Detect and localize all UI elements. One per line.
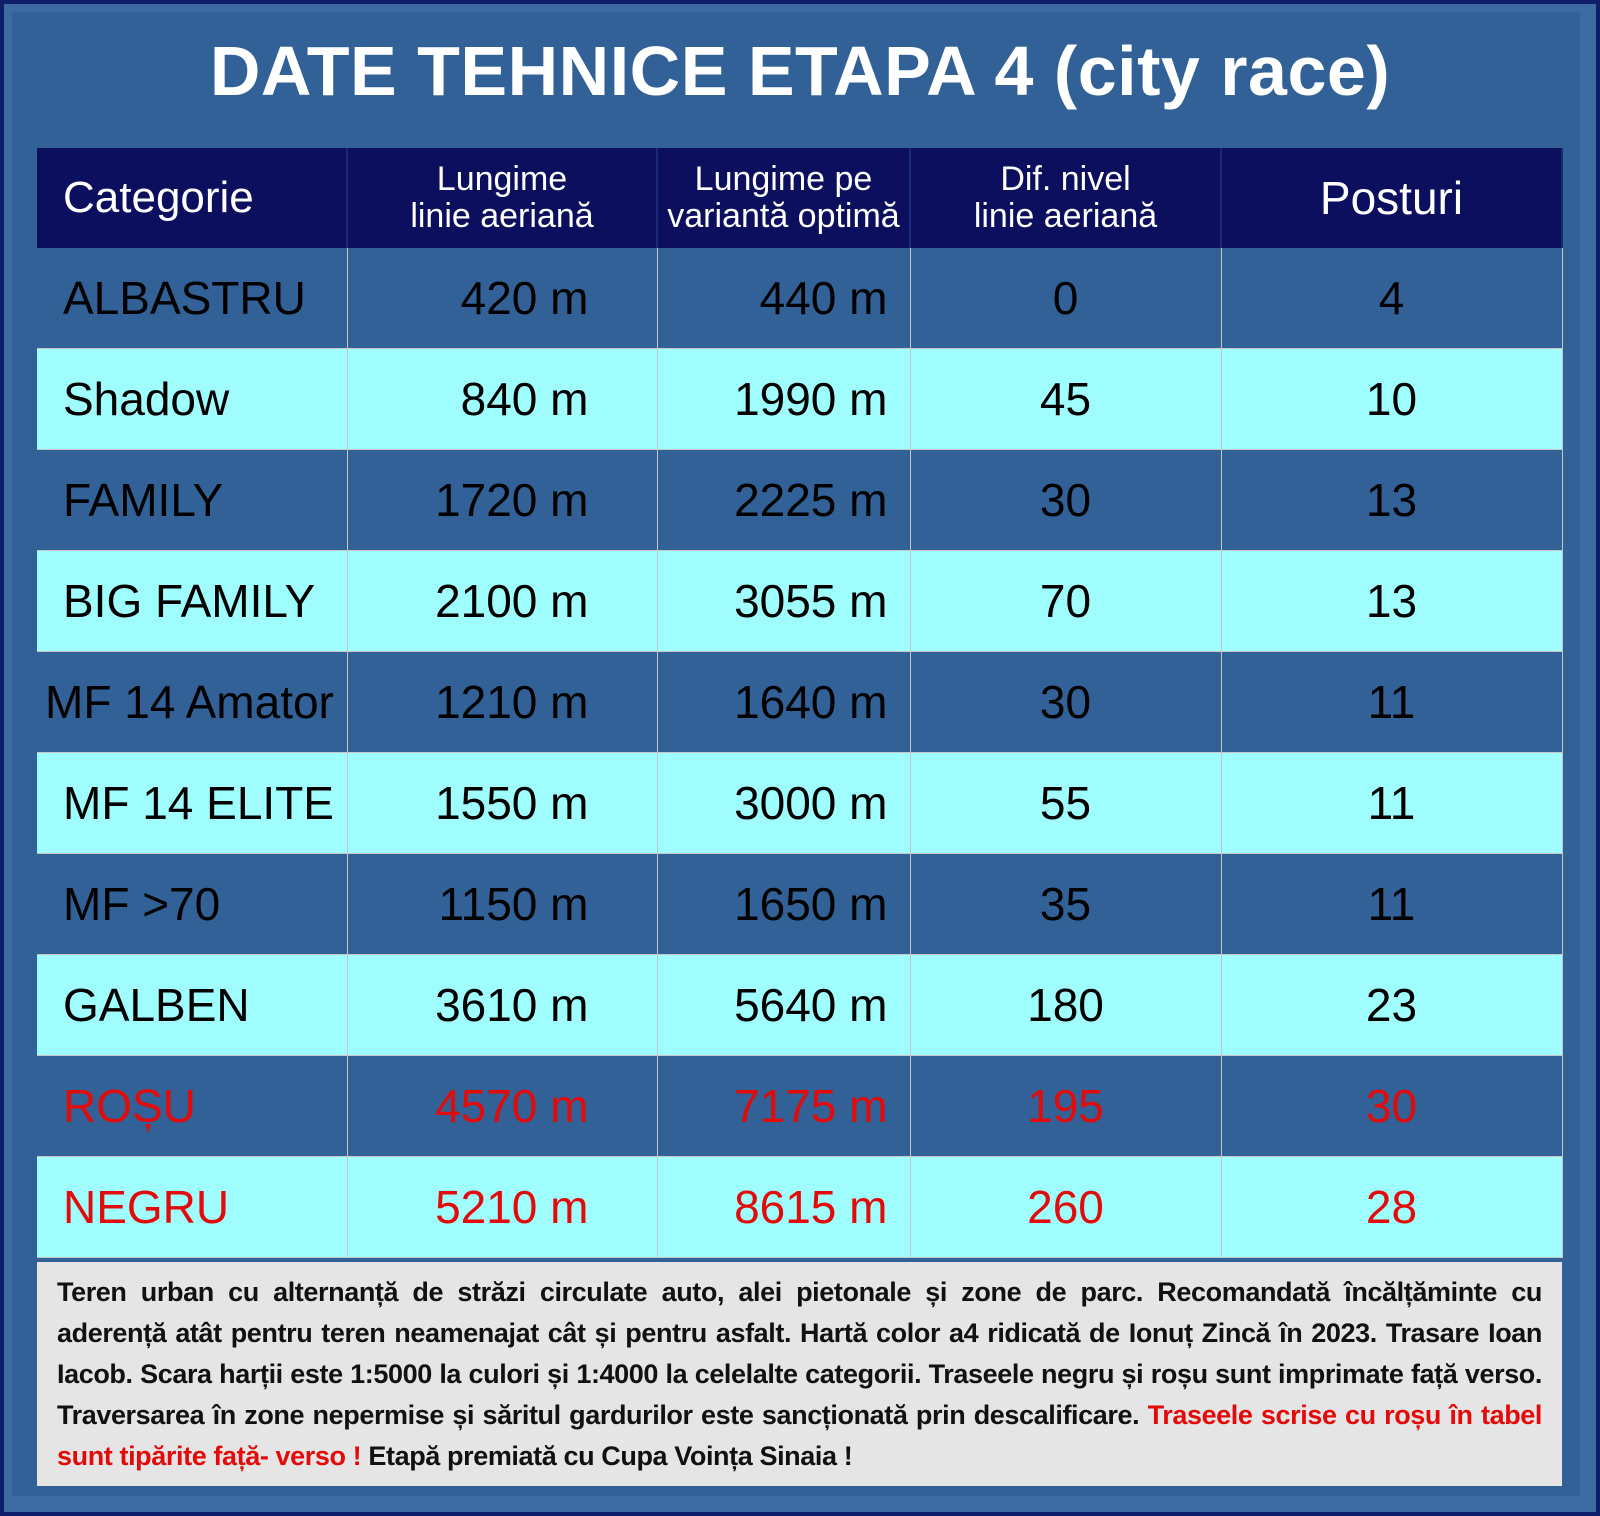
notes-box xyxy=(37,1262,1562,1486)
cell-posturi: 4 xyxy=(1221,248,1562,349)
header-categorie: Categorie xyxy=(37,148,347,248)
table-row xyxy=(37,248,1562,349)
header-posturi: Posturi xyxy=(1221,148,1562,248)
cell-dif: 0 xyxy=(910,248,1221,349)
cell-lungime: 4570 m xyxy=(347,1056,657,1157)
notes-award: Etapă premiată cu Cupa Voința Sinaia ! xyxy=(368,1441,853,1471)
notes-text: Teren urban cu alternanță de străzi circulate auto, alei pietonale și zone de parc. Recomandată încălțăminte cu aderență atât pentru teren neamenajat cât și pentru asfalt. Hartă color a4 ridicată de Ionuț Zincă în 2023. Trasare Ioan Iacob. Scara harții este 1:5000 la culori și 1:4000 la celelalte categorii. Traseele negru și roșu sunt imprimate față verso. Traversarea în zone nepermise și săritul gardurilor este sancționată prin descalificare. xyxy=(57,1277,1542,1430)
header-lungime xyxy=(347,148,657,248)
cell-dif: 70 xyxy=(910,551,1221,652)
cell-categorie: ALBASTRU xyxy=(37,248,347,349)
table-row xyxy=(37,450,1562,551)
table-row xyxy=(37,753,1562,854)
cell-posturi: 23 xyxy=(1221,955,1562,1056)
cell-lungime: 840 m xyxy=(347,349,657,450)
table-row xyxy=(37,1157,1562,1258)
cell-categorie: Shadow xyxy=(37,349,347,450)
cell-optima: 8615 m xyxy=(657,1157,910,1258)
cell-categorie: GALBEN xyxy=(37,955,347,1056)
cell-categorie: MF 14 Amator xyxy=(37,652,347,753)
cell-posturi: 28 xyxy=(1221,1157,1562,1258)
header-optima xyxy=(657,148,910,248)
cell-optima: 440 m xyxy=(657,248,910,349)
table-row xyxy=(37,1056,1562,1157)
cell-dif: 195 xyxy=(910,1056,1221,1157)
cell-posturi: 11 xyxy=(1221,753,1562,854)
cell-optima: 5640 m xyxy=(657,955,910,1056)
cell-lungime: 2100 m xyxy=(347,551,657,652)
technical-data-table xyxy=(37,148,1563,1258)
table-row xyxy=(37,551,1562,652)
cell-posturi: 10 xyxy=(1221,349,1562,450)
cell-dif: 180 xyxy=(910,955,1221,1056)
table-header-row xyxy=(37,148,1562,248)
table-row xyxy=(37,652,1562,753)
cell-categorie: FAMILY xyxy=(37,450,347,551)
cell-lungime: 1210 m xyxy=(347,652,657,753)
cell-optima: 3000 m xyxy=(657,753,910,854)
header-lungime-line1: Lungime xyxy=(436,159,568,198)
cell-lungime: 3610 m xyxy=(347,955,657,1056)
cell-optima: 2225 m xyxy=(657,450,910,551)
cell-lungime: 1150 m xyxy=(347,854,657,955)
cell-categorie: NEGRU xyxy=(37,1157,347,1258)
cell-lungime: 5210 m xyxy=(347,1157,657,1258)
table-row xyxy=(37,854,1562,955)
cell-optima: 1990 m xyxy=(657,349,910,450)
cell-optima: 1650 m xyxy=(657,854,910,955)
cell-dif: 55 xyxy=(910,753,1221,854)
cell-posturi: 11 xyxy=(1221,854,1562,955)
header-dif-line1: Dif. nivel xyxy=(1000,159,1131,198)
technical-data-table-wrapper xyxy=(37,148,1562,1258)
cell-posturi: 13 xyxy=(1221,450,1562,551)
cell-posturi: 30 xyxy=(1221,1056,1562,1157)
cell-categorie: MF 14 ELITE xyxy=(37,753,347,854)
table-row xyxy=(37,349,1562,450)
cell-dif: 260 xyxy=(910,1157,1221,1258)
cell-optima: 3055 m xyxy=(657,551,910,652)
cell-posturi: 11 xyxy=(1221,652,1562,753)
cell-lungime: 420 m xyxy=(347,248,657,349)
cell-lungime: 1720 m xyxy=(347,450,657,551)
cell-dif: 30 xyxy=(910,450,1221,551)
cell-optima: 1640 m xyxy=(657,652,910,753)
cell-dif: 35 xyxy=(910,854,1221,955)
table-row xyxy=(37,955,1562,1056)
cell-categorie: BIG FAMILY xyxy=(37,551,347,652)
cell-posturi: 13 xyxy=(1221,551,1562,652)
notes-red-warning: Traseele scrise cu roșu în tabel sunt tipărite față- verso ! xyxy=(57,1400,1543,1471)
cell-optima: 7175 m xyxy=(657,1056,910,1157)
header-optima-line2: variantă optimă xyxy=(667,197,900,235)
header-optima-line1: Lungime pe xyxy=(694,159,873,198)
cell-lungime: 1550 m xyxy=(347,753,657,854)
header-dif xyxy=(910,148,1221,248)
cell-dif: 30 xyxy=(910,652,1221,753)
cell-categorie: ROȘU xyxy=(37,1056,347,1157)
cell-dif: 45 xyxy=(910,349,1221,450)
cell-categorie: MF >70 xyxy=(37,854,347,955)
page-title: DATE TEHNICE ETAPA 4 (city race) xyxy=(209,32,1391,110)
header-dif-line2: linie aeriană xyxy=(973,197,1158,235)
header-lungime-line2: linie aeriană xyxy=(410,197,594,235)
